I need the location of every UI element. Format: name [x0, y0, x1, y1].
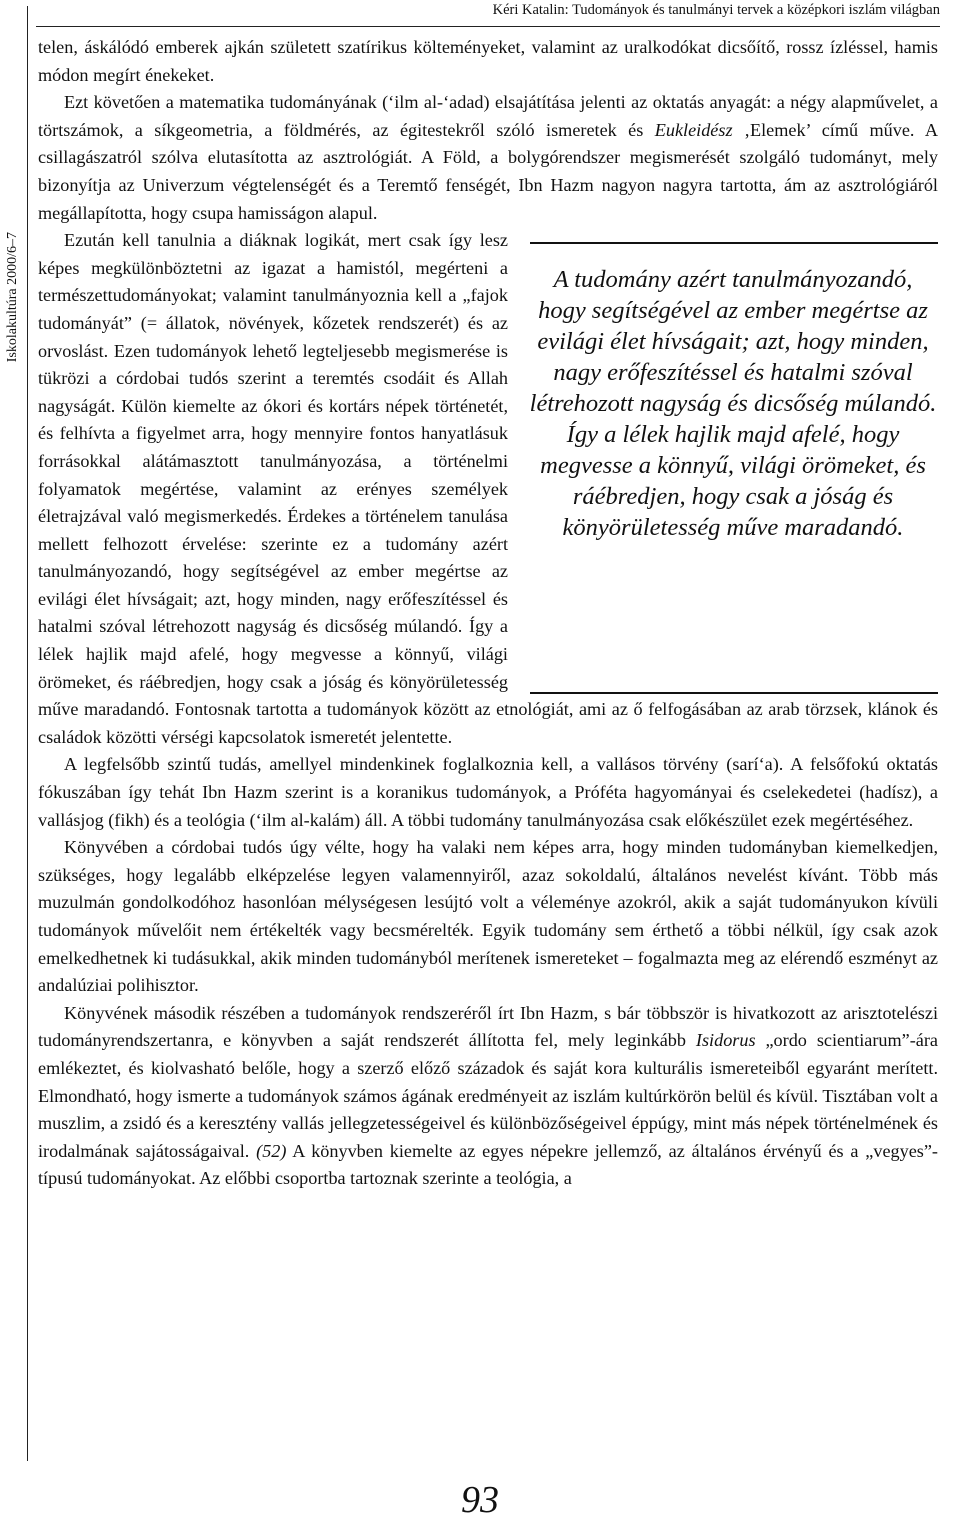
pull-quote-top-rule: [530, 242, 938, 244]
paragraph: Könyvében a córdobai tudós úgy vélte, hogy ha valaki nem képes arra, hogy minden tudományban kiemelkedjen, szükséges, hogy legalább elképzelése legyen valamennyiről, azaz sokoldalú, általános nevelést kívánt. Több más muzulmán gondolkodóhoz hasonlóan mélységesen lesújtó volt a véleménye azokról, akik a saját tudományukon kívüli tudományok művelőit nem értékelték vagy becsmérelték. Egyik tudomány sem érthető a többi nélkül, így csak azok emelkedhetnek ki tudásukkal, akik minden tudományból merítenek ismereteket – fogalmazta meg az elérendő eszményt az andalúziai polihisztor.: [38, 837, 938, 996]
running-head: [36, 0, 940, 27]
side-divider: [27, 6, 28, 1461]
paragraph: Ezután kell tanulnia a diáknak logikát, mert csak így lesz képes megkülönböztetni az igazat a hamistól, megérteni a természettudományokat; valamint tanulmányoznia kell a „fajok tudományát” (= állatok, növények, kőzetek rendszerét) és az orvoslást. Ezen tudományok lehető legteljesebb megismerése is tükrözi a córdobai tudós szerint a teremtés csodáit és Allah nagyságát. Külön kiemelte az ókori és kortárs népek történetét, és felhívta a figyelmet arra, hogy mennyire fontos hanyatlásuk forrásokkal alátámasztott tanulmányozása, a történelmi folyamatok megértése, valamint az erényes személyek életrajzával való megismerkedés. Érdekes a történelem tanulása mellett felhozott érvelése: szerinte ez a tudomány azért tanulmányozandó, hogy segítségével az ember megértse az evilági élet hívságait; azt, hogy minden, nagy erőfeszítéssel és hatalmi szóval létrehozott nagyság és dicsőség múlandó. Így a lélek hajlik majd afelé, hogy megvesse a könnyű, világi örömeket, és ráébredjen, hogy csak a jóság és könyörületesség műve maradandó. Fontosnak tartotta a tudományok között az etnológiát, ami az ő felfogásában az arab törzsek, klánok és családok közötti vérségi kapcsolatok ismeretét jelentette.: [38, 230, 938, 747]
paragraph: [38, 1000, 938, 1193]
text-run: Könyvének második részében a tudományok rendszeréről írt Ibn Hazm, s bár többször is hivatkozott az arisztotelészi tudományrendszertanra, e könyvben a saját rendszerét állította fel, mely leginkább: [38, 1002, 938, 1051]
paragraph: telen, áskálódó emberek ajkán született szatírikus költeményeket, valamint az uralkodókat dicsőítő, rossz ízléssel, hamis módon megírt énekeket.: [38, 37, 938, 85]
pull-quote-text: A tudomány azért tanulmányozandó, hogy segítségével az ember megértse az evilági élet hívságait; azt, hogy minden, nagy erőfeszítéssel és hatalmi szóval létrehozott nagyság és dicsőség múlandó. Így a lélek hajlik majd afelé, hogy megvesse a könnyű, világi örömeket, és ráébredjen, hogy csak a jóság és könyörületesség műve maradandó.: [529, 266, 937, 542]
reference-number: (52): [256, 1140, 287, 1161]
pull-quote: [520, 242, 938, 694]
journal-side-label: Iskolakultúra 2000/6–7: [5, 232, 20, 363]
pull-quote-bottom-rule: [530, 692, 938, 694]
text-run: Ezt követően a matematika tudományának (‘ilm al-‘adad) elsajátítása jelenti az oktatás anyagát: a négy alapművelet, a törtszámok, a síkgeometria, a földmérés, az égitestekről szóló ismeretek és: [38, 92, 938, 140]
article-body: [38, 34, 938, 1193]
text-run: „ordo scientiarum”-ára emlékeztet, és kiolvasható belőle, hogy a szerző előző századok és saját kora kulturális ismereteiből egyaránt merített. Elmondható, hogy ismerte a tudományok számos ágának eredményeit az iszlám kultúrkörön belül és kívül. Tisztában volt a muszlim, a zsidó és a keresztény vallás jellegzetességeivel és különbözőségeivel éppúgy, mint más népek történelmének és irodalmának sajátosságaival.: [38, 1030, 938, 1161]
paragraph: A legfelsőbb szintű tudás, amellyel mindenkinek foglalkoznia kell, a vallásos törvény (sarí‘a). A felsőfokú oktatás fókuszában így tehát Ibn Hazm szerint is a koranikus tudományok, a Próféta hagyományai és cselekedetei (hadísz), a vallásjog (fikh) és a teológia (‘ilm al-kalám) áll. A többi tudomány tanulmányozása csak előkészület ezek megértéséhez.: [38, 754, 938, 830]
text-run: A könyvben kiemelte az egyes népekre jellemző, az általános érvényű és a „vegyes”-típusú tudományokat. Az előbbi csoportba tartoznak szerinte a teológia, a: [38, 1140, 938, 1189]
paragraph: [38, 89, 938, 227]
text-run: ‚Elemek’ című műve. A csillagászatról szólva elutasította az asztrológiát. A Föld, a bolygórendszer megismerését szolgáló tudományt, mely bizonyítja az Univerzum végtelenségét és a Teremtő fenségét, Ibn Hazm nagyon nagyra tartotta, ám az asztrológiáról megállapította, hogy csupa hamisságon alapul.: [38, 119, 938, 223]
italic-term: Eukleidész: [654, 119, 733, 140]
italic-term: Isidorus: [695, 1030, 756, 1051]
running-title: Kéri Katalin: Tudományok és tanulmányi tervek a középkori iszlám világban: [492, 2, 940, 18]
page-number: 93: [461, 1479, 499, 1521]
